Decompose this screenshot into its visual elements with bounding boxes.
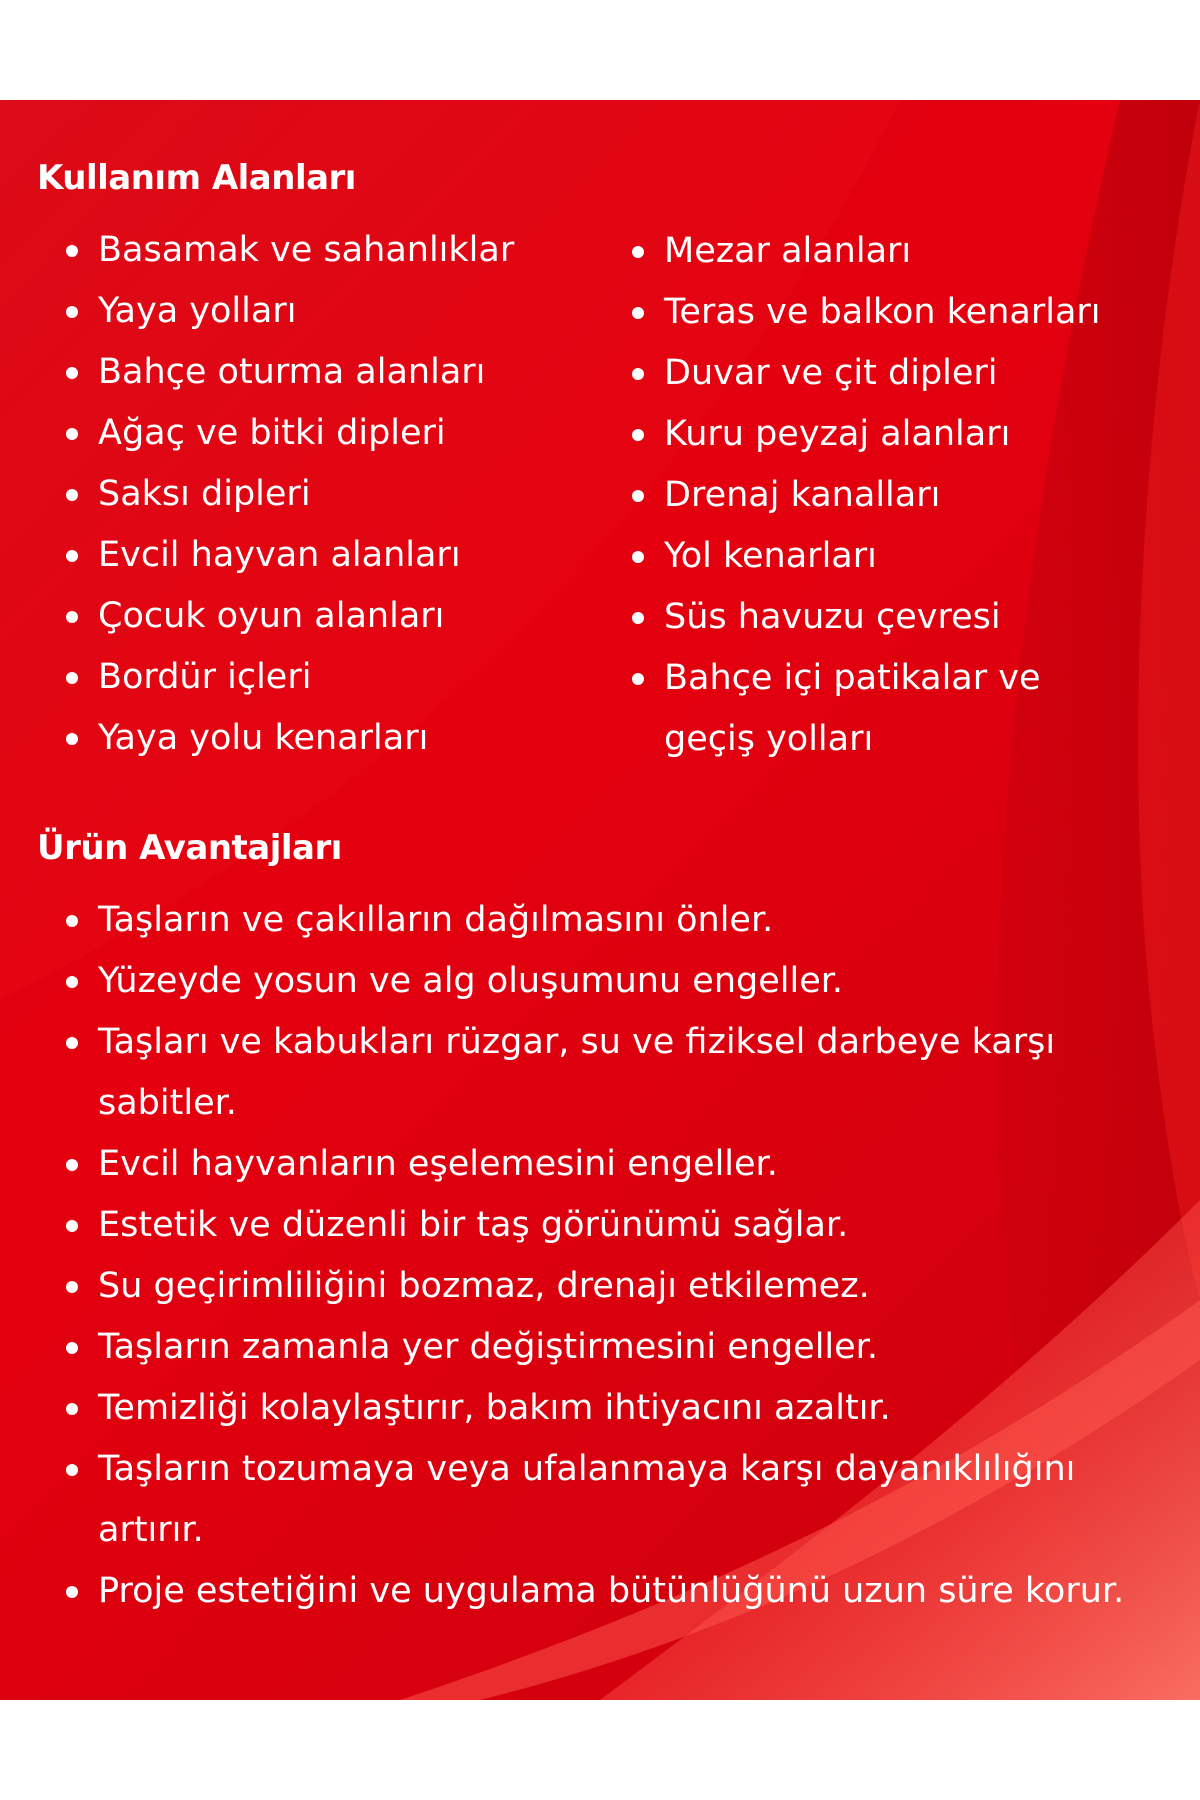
list-item: Duvar ve çit dipleri [602,343,1192,404]
list-item: Taşların zamanla yer değiştirmesini engeller. [36,1317,1196,1378]
list-item: Yüzeyde yosun ve alg oluşumunu engeller. [36,951,1196,1012]
list-item: Bahçe oturma alanları [36,342,576,403]
list-item: Taşların tozumaya veya ufalanmaya karşı dayanıklılığını artırır. [36,1439,1158,1561]
list-item: Mezar alanları [602,221,1192,282]
list-item: Süs havuzu çevresi [602,587,1192,648]
usage-list-left [36,220,576,769]
list-item: Bordür içleri [36,647,576,708]
usage-list-right [602,221,1192,770]
list-item: Evcil hayvanların eşelemesini engeller. [36,1134,1196,1195]
list-item: Yaya yolları [36,281,576,342]
list-item: Proje estetiğini ve uygulama bütünlüğünü uzun süre korur. [36,1561,1198,1622]
content [0,100,1200,1700]
list-item: Taşların ve çakılların dağılmasını önler. [36,890,1196,951]
red-banner [0,100,1200,1700]
list-item: Yol kenarları [602,526,1192,587]
list-item: Evcil hayvan alanları [36,525,576,586]
list-item: Saksı dipleri [36,464,576,525]
list-item: Ağaç ve bitki dipleri [36,403,576,464]
list-item: Temizliği kolaylaştırır, bakım ihtiyacını azaltır. [36,1378,1196,1439]
list-item: Bahçe içi patikalar ve geçiş yolları [602,648,1044,770]
list-item: Su geçirimliliğini bozmaz, drenajı etkilemez. [36,1256,1196,1317]
usage-heading: Kullanım Alanları [37,158,356,198]
advantages-list [36,890,1196,1622]
list-item: Basamak ve sahanlıklar [36,220,576,281]
list-item: Teras ve balkon kenarları [602,282,1192,343]
list-item: Taşları ve kabukları rüzgar, su ve fiziksel darbeye karşı sabitler. [36,1012,1108,1134]
list-item: Çocuk oyun alanları [36,586,576,647]
list-item: Drenaj kanalları [602,465,1192,526]
list-item: Kuru peyzaj alanları [602,404,1192,465]
list-item: Yaya yolu kenarları [36,708,576,769]
list-item: Estetik ve düzenli bir taş görünümü sağlar. [36,1195,1196,1256]
advantages-heading: Ürün Avantajları [37,828,342,868]
